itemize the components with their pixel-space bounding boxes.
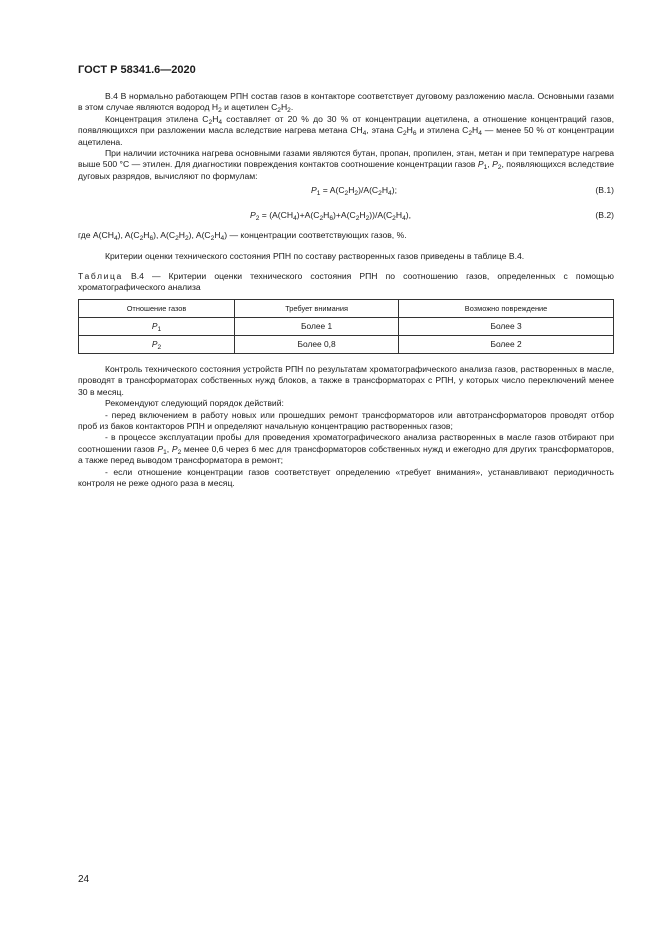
text: и этилена C: [416, 125, 469, 136]
subscript: 2: [218, 107, 222, 115]
subscript: 4: [388, 190, 392, 198]
paragraph-b4: [78, 91, 614, 114]
subscript: 2: [287, 107, 291, 115]
bullet-item: - перед включением в работу новых или прошедших ремонт трансформаторов или автотрансформаторов проводят отбор проб из баков контакторов РПН и определяют начальную концентрацию растворенных газов;: [78, 409, 614, 431]
text: ,: [166, 443, 172, 454]
text: ,: [487, 159, 493, 170]
subscript: 2: [354, 190, 359, 198]
table-cell-ratio: [79, 317, 235, 335]
subscript: 4: [293, 215, 297, 223]
subscript: 1: [316, 190, 321, 198]
subscript: 6: [412, 130, 417, 138]
symbol-p: P: [477, 159, 484, 170]
text: )+A(C: [296, 210, 320, 221]
paragraph-where: [78, 230, 614, 241]
column-header: Отношение газов: [79, 299, 235, 317]
formula-b1-number: (В.1): [595, 185, 614, 196]
text: - в процессе эксплуатации пробы для проведения хроматографического анализа растворенных в масле газов отбирают при соотношении газов: [78, 432, 614, 454]
table-header-row: [79, 299, 614, 317]
text: ), A(C: [117, 230, 140, 241]
text: и ацетилен C: [221, 102, 278, 113]
text: H: [280, 102, 288, 113]
subscript: 2: [497, 164, 502, 172]
subscript: 2: [277, 107, 281, 115]
formula-b2-expression: [250, 210, 411, 221]
symbol-p: P: [157, 443, 164, 454]
subscript: 2: [175, 235, 179, 243]
symbol-p: P: [492, 159, 498, 170]
text: ), A(C: [153, 230, 176, 241]
formula-b2: [78, 207, 614, 226]
formula-b2-number: (В.2): [595, 210, 614, 221]
subscript: 2: [378, 190, 382, 198]
subscript: 2: [392, 215, 396, 223]
subscript: 4: [402, 215, 406, 223]
subscript: 2: [185, 235, 189, 243]
subscript: 1: [483, 164, 488, 172]
subscript: 4: [478, 130, 482, 138]
subscript: 4: [220, 235, 225, 243]
table-caption-label: Таблица: [78, 271, 123, 282]
bullet-item: [78, 432, 614, 466]
text: H: [212, 113, 219, 124]
subscript: 2: [177, 448, 182, 456]
text: ),: [405, 210, 411, 221]
subscript: 6: [329, 215, 333, 223]
text: H: [381, 185, 389, 196]
paragraph-criteria: Критерии оценки технического состояния РПН по составу растворенных газов приведены в таблице В.4.: [105, 250, 525, 261]
table-cell: Более 0,8: [235, 335, 399, 353]
text: В.4 В нормально работающем РПН состав газов в контакторе соответствует дуговому разложению масла. Основными газами в этом случае являются водород H: [78, 91, 614, 113]
subscript: 6: [149, 235, 154, 243]
symbol-p: P: [311, 185, 317, 196]
table-caption: [78, 271, 614, 294]
text: H: [406, 125, 413, 136]
text: );: [391, 185, 397, 196]
subscript: 2: [365, 215, 370, 223]
paragraph-recommend: Рекомендуют следующий порядок действий:: [105, 398, 284, 409]
text: )/A(C: [358, 185, 379, 196]
table-cell: Более 1: [235, 317, 399, 335]
text: H: [359, 210, 366, 221]
document-header: ГОСТ Р 58341.6—2020: [78, 64, 196, 76]
subscript: 4: [218, 118, 223, 126]
text: H: [472, 125, 479, 136]
text: Концентрация этилена C: [105, 113, 209, 124]
text: , появляющихся вследствие дуговых разрядов, вычисляют по формулам:: [78, 159, 615, 181]
text: , этана C: [366, 125, 403, 136]
text: H: [214, 230, 221, 241]
text: .: [290, 102, 294, 113]
symbol-p: P: [151, 320, 158, 331]
subscript: 2: [208, 118, 213, 126]
text: составляет от 20 % до 30 % от концентрации ацетилена, а отношение концентраций газов, появляющихся при разложении масла вследствие нагрева метана CH: [78, 113, 614, 136]
text: ), A(C: [188, 230, 211, 241]
text: H: [395, 210, 403, 221]
text: = (A(CH: [259, 210, 294, 221]
text: При наличии источника нагрева основными газами являются бутан, пропан, пропилен, этан, метан и при температуре нагрева выше 500 °С — этилен. Для диагностики повреждения контактов соотношение концентрации газов: [78, 148, 614, 170]
subscript: 2: [468, 130, 472, 138]
formula-b1: [78, 182, 614, 201]
text: = A(C: [320, 185, 345, 196]
table-cell: Более 3: [399, 317, 614, 335]
subscript: 2: [157, 343, 162, 351]
text: где A(CH: [78, 230, 114, 241]
table-row: [79, 317, 614, 335]
subscript: 2: [402, 130, 407, 138]
subscript: 2: [139, 235, 144, 243]
subscript: 2: [355, 215, 360, 223]
table-caption-text: В.4 — Критерии оценки технического состояния РПН по соотношению газов, определенных с помощью хроматографического анализа: [78, 271, 614, 293]
text: H: [348, 185, 355, 196]
paragraph-heat-source: [78, 148, 614, 182]
text: H: [143, 230, 150, 241]
subscript: 2: [344, 190, 349, 198]
text: менее 0,6 через 6 мес для трансформаторов собственных нужд и ежегодно для других трансформаторов, а также перед выводом трансформатора в ремонт;: [78, 443, 615, 466]
text: ) — концентрации соответствующих газов, %.: [224, 230, 407, 241]
bullet-item: - если отношение концентрации газов соответствует определению «требует внимания», устанавливают периодичность контроля не реже одного раза в месяц.: [78, 466, 614, 488]
subscript: 2: [210, 235, 215, 243]
table-row: [79, 335, 614, 353]
paragraph-control: Контроль технического состояния устройств РПН по результатам хроматографического анализа газов, растворенных в масле, проводят в трансформаторах собственных нужд блоков, а также в трансформаторах с РПН, у которых число переключений менее 30 в месяц.: [78, 363, 614, 397]
subscript: 4: [113, 235, 118, 243]
page-number: 24: [78, 874, 90, 885]
text: )+A(C: [333, 210, 356, 221]
subscript: 4: [362, 130, 367, 138]
subscript: 2: [255, 215, 260, 223]
subscript: 2: [319, 215, 324, 223]
formula-b1-expression: [311, 185, 397, 196]
column-header: Возможно повреждение: [399, 299, 614, 317]
table-cell: Более 2: [399, 335, 614, 353]
criteria-table: [78, 299, 614, 354]
text: H: [178, 230, 185, 241]
text: H: [323, 210, 330, 221]
subscript: 1: [157, 325, 162, 333]
text: ))/A(C: [369, 210, 393, 221]
paragraph-ethylene: [78, 114, 614, 148]
document-body: [78, 91, 614, 489]
symbol-p: P: [151, 338, 158, 349]
symbol-p: P: [250, 210, 256, 221]
symbol-p: P: [171, 443, 178, 454]
column-header: Требует внимания: [235, 299, 399, 317]
subscript: 1: [163, 448, 167, 456]
text: — менее 50 % от концентрации ацетилена.: [78, 125, 615, 147]
table-cell-ratio: [79, 335, 235, 353]
